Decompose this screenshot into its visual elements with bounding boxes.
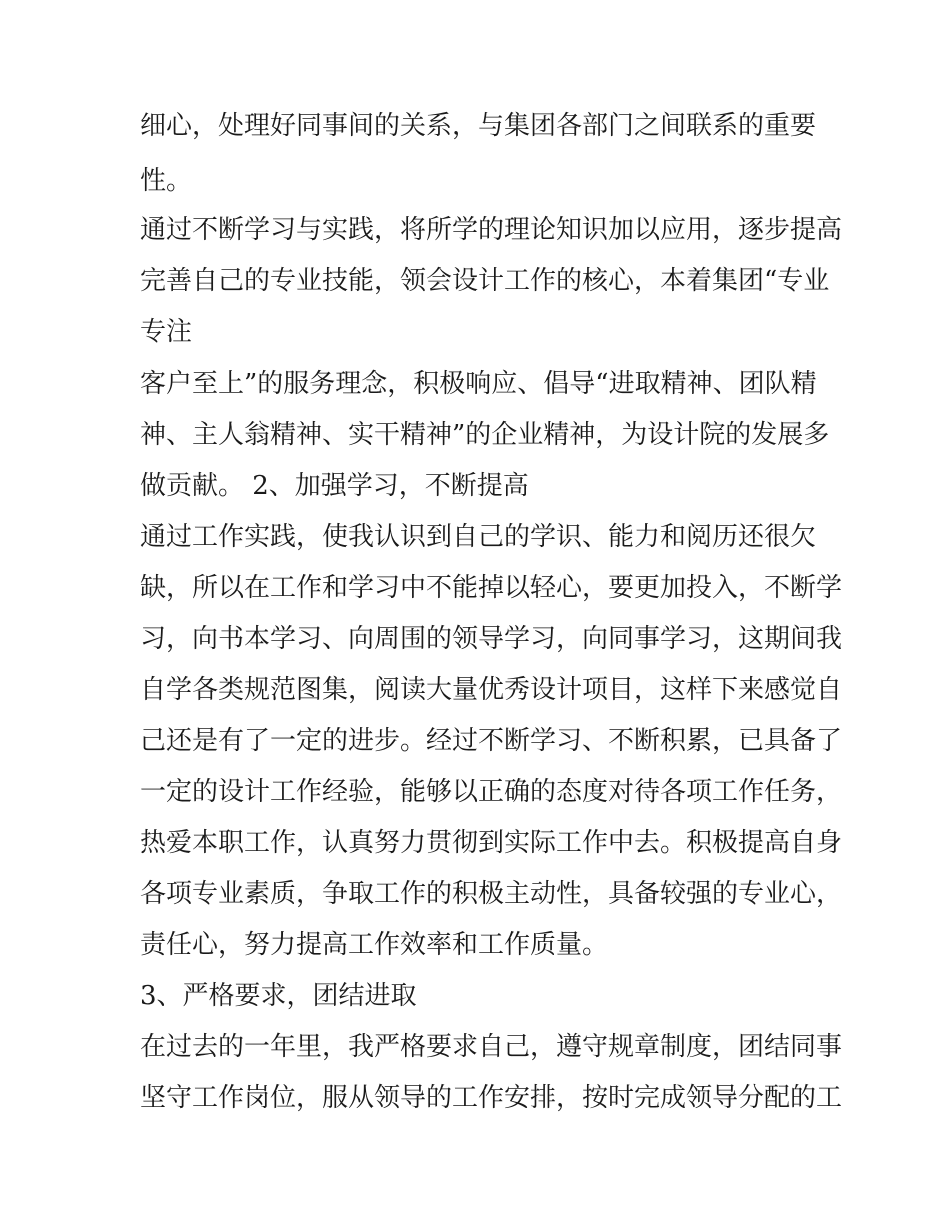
text-line: 己还是有了一定的进步。经过不断学习、不断积累，已具备了: [140, 726, 843, 756]
text-line: 各项专业素质，争取工作的积极主动性，具备较强的专业心，: [140, 879, 843, 909]
text-line: 细心，处理好同事间的关系，与集团各部门之间联系的重要: [140, 111, 817, 141]
text-line: 一定的设计工作经验，能够以正确的态度对待各项工作任务，: [140, 777, 843, 807]
text-line: 性。: [140, 166, 193, 196]
text-line: 专注: [140, 317, 193, 347]
text-line: 完善自己的专业技能，领会设计工作的核心，本着集团“专业: [140, 266, 830, 296]
text-line: 习，向书本学习、向周围的领导学习，向同事学习，这期间我: [140, 624, 843, 654]
text-line: 做贡献。 2、加强学习，不断提高: [140, 471, 529, 501]
text-line: 客户至上”的服务理念，积极响应、倡导“进取精神、团队精: [140, 369, 817, 399]
text-line: 热爱本职工作，认真努力贯彻到实际工作中去。积极提高自身: [140, 828, 843, 858]
text-line: 自学各类规范图集，阅读大量优秀设计项目，这样下来感觉自: [140, 675, 843, 705]
text-line: 神、主人翁精神、实干精神”的企业精神，为设计院的发展多: [140, 420, 830, 450]
text-line: 在过去的一年里，我严格要求自己，遵守规章制度，团结同事: [140, 1032, 843, 1062]
text-line: 通过工作实践，使我认识到自己的学识、能力和阅历还很欠: [140, 522, 817, 552]
section-heading: 3、严格要求，团结进取: [140, 981, 417, 1011]
text-line: 坚守工作岗位，服从领导的工作安排，按时完成领导分配的工: [140, 1083, 843, 1113]
text-line: 通过不断学习与实践，将所学的理论知识加以应用，逐步提高: [140, 215, 843, 245]
text-line: 缺，所以在工作和学习中不能掉以轻心，要更加投入，不断学: [140, 573, 843, 603]
text-line: 责任心，努力提高工作效率和工作质量。: [140, 930, 609, 960]
